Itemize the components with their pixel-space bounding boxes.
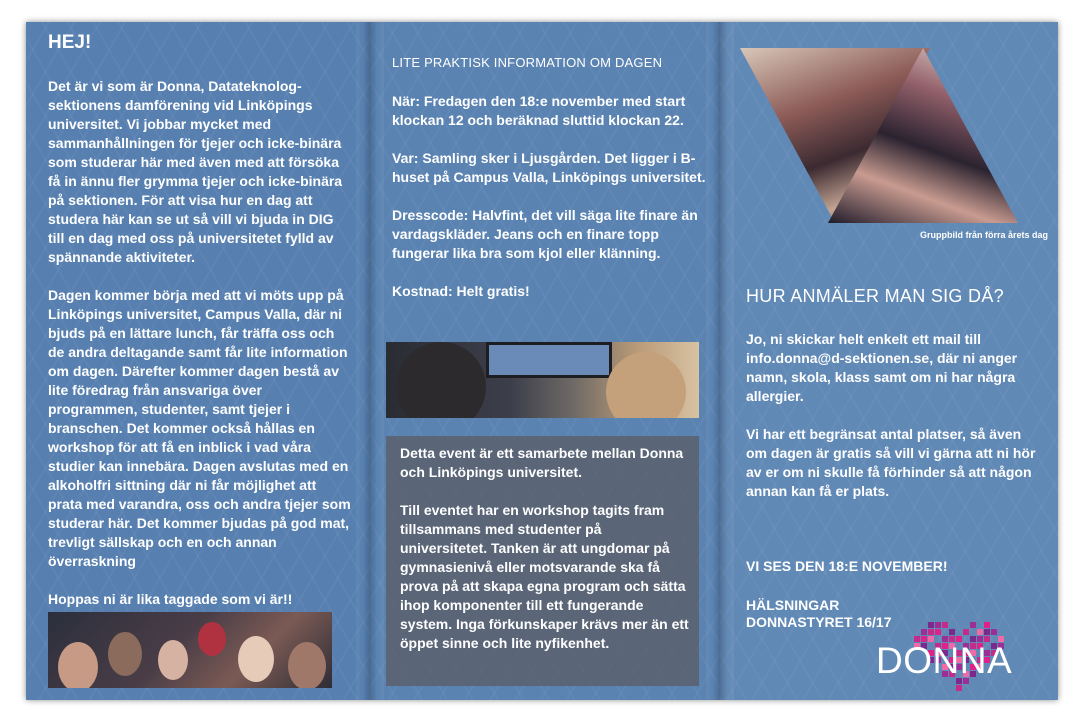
group-photo [740,48,1040,226]
panel-registration [720,22,1058,700]
registration-text [746,330,1046,520]
fold-shadow [356,22,370,700]
registration-paragraph-1: Jo, ni skickar helt enkelt ett mail till info.donna@d-sektionen.se, där ni anger namn, skola, klass samt om ni har några allergier. [746,331,1018,404]
see-you-text: VI SES DEN 18:E NOVEMBER! [746,558,948,574]
info-dresscode: Dresscode: Halvfint, det vill säga lite finare än vardagskläder. Jeans och en finare topp fungerar lika bra som kjol eller klänning. [392,207,698,261]
panel-practical-info [370,22,720,700]
fold-shadow [706,22,720,700]
heart-pixel [970,622,976,628]
dinner-photo [48,612,332,688]
collaboration-box [386,436,699,686]
signature-text: DONNASTYRET 16/17 [746,614,892,630]
heart-pixel [921,629,927,635]
intro-paragraph-3: Hoppas ni är lika taggade som vi är!! [48,591,293,607]
fold-shadow [370,22,384,700]
heart-pixel [949,629,955,635]
practical-info-list [392,92,710,320]
collaboration-paragraph-2: Till eventet har en workshop tagits fram tillsammans med studenter på universitetet. Tanken är att ungdomar på gymnasienivå eller motsvarande ska få prova på att skapa egna program och sätta ihop komponenter till ett fungerande system. Inga förkunskaper krävs mer än ett öppet sinne och lite nyfikenhet. [400,502,689,651]
heart-pixel [977,629,983,635]
group-photo-caption: Gruppbild från förra årets dag [919,230,1048,240]
signature-block [746,597,891,631]
info-cost: Kostnad: Helt gratis! [392,283,530,299]
donna-logo [876,622,1046,692]
heart-pixel [984,622,990,628]
workshop-photo [386,342,699,418]
fold-shadow [720,22,734,700]
brochure-sheet [26,22,1058,700]
panel-intro [26,22,370,700]
intro-title: HEJ! [48,32,92,53]
heart-pixel [935,622,941,628]
heart-pixel [942,622,948,628]
collaboration-paragraph-1: Detta event är ett samarbete mellan Donna och Linköpings universitet. [400,445,684,480]
registration-paragraph-2: Vi har ett begränsat antal platser, så även om dagen är gratis så vill vi gärna att ni hör av er om ni skulle få förhinder så att någon annan kan få er plats. [746,426,1036,499]
donna-logo-text: DONNA [876,640,1013,681]
intro-paragraph-1: Det är vi som är Donna, Datateknolog-sektionens damförening vid Linköpings universitet. Vi jobbar mycket med sammanhållningen för tjejer och icke-binära som studerar här med även med att försöka få in ännu fler grymma tjejer och icke-binära på sektionen. För att visa hur en dag att studera här kan se ut så vill vi bjuda in DIG till en dag med oss på universitetet fylld av spännande aktiviteter. [48,78,343,265]
intro-paragraph-2: Dagen kommer börja med att vi möts upp på Linköpings universitet, Campus Valla, där ni bjuds på en lättare lunch, får träffa oss och de andra deltagande samt får lite information om dagen. Därefter kommer dagen bestå av lite föredrag från ansvariga över programmen, studenter, samt tjejer i branschen. Det kommer också hållas en workshop för att få en inblick i vad våra studier kan innebära. Dagen avslutas med en alkoholfri sittning där ni får möjlighet att prata med varandra, oss och andra tjejer som studerar här. Det kommer bjudas på god mat, trevligt sällskap och en och annan överraskning [48,287,351,569]
intro-text [48,77,353,628]
info-when: När: Fredagen den 18:e november med start klockan 12 och beräknad sluttid klockan 22. [392,93,686,128]
heart-pixel [956,685,962,691]
heart-pixel [928,629,934,635]
registration-heading: HUR ANMÄLER MAN SIG DÅ? [746,286,1004,306]
heart-pixel [991,629,997,635]
info-where: Var: Samling sker i Ljusgården. Det ligger i B-huset på Campus Valla, Linköpings universitet. [392,150,706,185]
heart-pixel [935,629,941,635]
collaboration-text [400,444,690,672]
practical-info-heading: LITE PRAKTISK INFORMATION OM DAGEN [392,55,663,70]
heart-pixel [984,629,990,635]
heart-pixel [963,629,969,635]
heart-pixel [928,622,934,628]
greeting-text: HÄLSNINGAR [746,597,840,613]
